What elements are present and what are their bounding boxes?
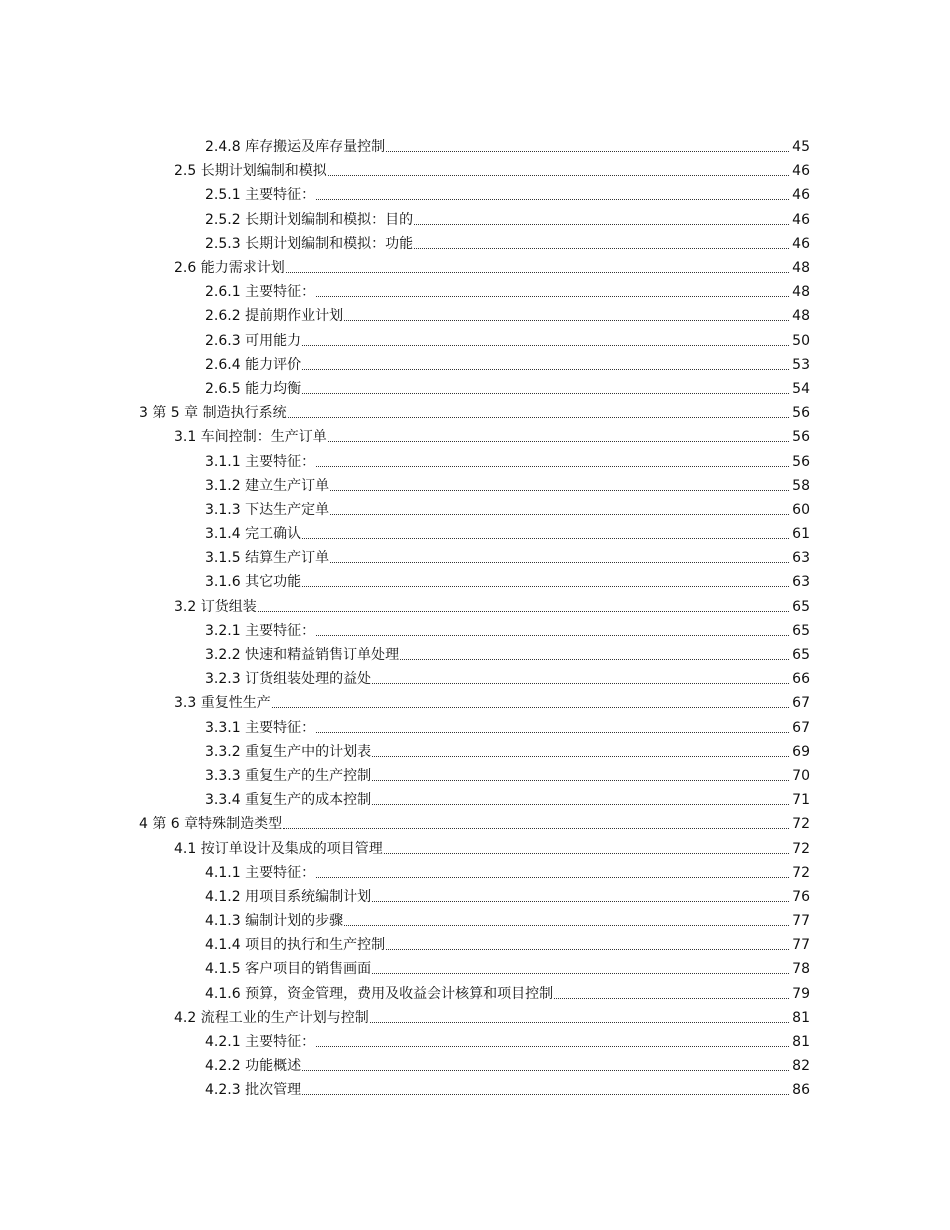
toc-entry[interactable]	[0, 498, 950, 522]
toc-page-number: 61	[792, 526, 810, 543]
toc-entry-title: 4.1 按订单设计及集成的项目管理	[174, 840, 383, 857]
toc-page-number: 56	[792, 429, 810, 446]
toc-entry[interactable]	[0, 329, 950, 353]
toc-dot-leader	[316, 296, 789, 297]
toc-entry-title: 2.6 能力需求计划	[174, 260, 285, 277]
toc-entry[interactable]	[0, 643, 950, 667]
toc-entry-title: 2.5.2 长期计划编制和模拟：目的	[205, 211, 414, 228]
toc-dot-leader	[302, 345, 789, 346]
toc-entry[interactable]	[0, 1078, 950, 1102]
toc-entry-title: 2.6.4 能力评价	[205, 356, 302, 373]
toc-dot-leader	[372, 683, 789, 684]
toc-page-number: 65	[792, 598, 810, 615]
toc-dot-leader	[258, 611, 789, 612]
toc-entry[interactable]	[0, 909, 950, 933]
toc-page-number: 69	[792, 743, 810, 760]
toc-entry-title: 2.5.1 主要特征：	[205, 187, 316, 204]
toc-page-number: 60	[792, 501, 810, 518]
toc-dot-leader	[302, 393, 789, 394]
toc-entry-title: 4.2.3 批次管理	[205, 1082, 302, 1099]
toc-page-number: 58	[792, 477, 810, 494]
toc-entry-title: 3.2.3 订货组装处理的益处	[205, 671, 372, 688]
toc-dot-leader	[386, 151, 789, 152]
toc-entry-title: 4 第 6 章特殊制造类型	[139, 816, 283, 833]
toc-page-number: 81	[792, 1034, 810, 1051]
toc-page-number: 46	[792, 235, 810, 252]
toc-dot-leader	[302, 1094, 789, 1095]
toc-dot-leader	[330, 490, 789, 491]
toc-dot-leader	[302, 1070, 789, 1071]
toc-page-number: 46	[792, 163, 810, 180]
toc-page-number: 63	[792, 550, 810, 567]
toc-entry-title: 2.6.3 可用能力	[205, 332, 302, 349]
toc-entry-title: 4.1.3 编制计划的步骤	[205, 913, 344, 930]
toc-page-number: 86	[792, 1082, 810, 1099]
toc-page-number: 56	[792, 453, 810, 470]
toc-entry[interactable]	[0, 474, 950, 498]
toc-dot-leader	[372, 780, 789, 781]
toc-dot-leader	[328, 441, 789, 442]
toc-dot-leader	[370, 1022, 789, 1023]
toc-entry[interactable]	[0, 595, 950, 619]
toc-entry[interactable]	[0, 982, 950, 1006]
toc-entry-title: 3.3.3 重复生产的生产控制	[205, 767, 372, 784]
toc-entry[interactable]	[0, 522, 950, 546]
toc-entry[interactable]	[0, 425, 950, 449]
toc-dot-leader	[286, 272, 789, 273]
toc-dot-leader	[372, 804, 789, 805]
toc-dot-leader	[302, 538, 789, 539]
toc-page-number: 48	[792, 284, 810, 301]
toc-entry-title: 3.1.4 完工确认	[205, 526, 302, 543]
toc-entry[interactable]	[0, 135, 950, 159]
toc-entry[interactable]	[0, 353, 950, 377]
toc-dot-leader	[384, 853, 789, 854]
toc-entry[interactable]	[0, 812, 950, 836]
toc-entry-title: 3.2 订货组装	[174, 598, 257, 615]
toc-entry-title: 3.1.5 结算生产订单	[205, 550, 330, 567]
toc-entry-title: 4.2.2 功能概述	[205, 1058, 302, 1075]
toc-entry-title: 3.3.4 重复生产的成本控制	[205, 792, 372, 809]
toc-page-number: 46	[792, 211, 810, 228]
toc-entry-title: 3.1.2 建立生产订单	[205, 477, 330, 494]
toc-entry[interactable]	[0, 836, 950, 860]
toc-entry-title: 3.2.2 快速和精益销售订单处理	[205, 647, 400, 664]
toc-entry-title: 3.2.1 主要特征：	[205, 622, 316, 639]
toc-page-number: 50	[792, 332, 810, 349]
toc-dot-leader	[400, 659, 789, 660]
toc-dot-leader	[328, 175, 789, 176]
table-of-contents	[0, 135, 950, 1103]
toc-dot-leader	[344, 320, 789, 321]
toc-page-number: 56	[792, 405, 810, 422]
toc-page-number: 76	[792, 888, 810, 905]
toc-dot-leader	[272, 707, 789, 708]
toc-dot-leader	[302, 586, 789, 587]
toc-dot-leader	[344, 925, 789, 926]
toc-dot-leader	[316, 199, 789, 200]
toc-dot-leader	[372, 756, 789, 757]
toc-page-number: 71	[792, 792, 810, 809]
toc-page-number: 67	[792, 719, 810, 736]
toc-entry-title: 3.1.1 主要特征：	[205, 453, 316, 470]
toc-page-number: 82	[792, 1058, 810, 1075]
toc-entry[interactable]	[0, 1006, 950, 1030]
toc-entry[interactable]	[0, 401, 950, 425]
toc-page-number: 48	[792, 308, 810, 325]
toc-entry[interactable]	[0, 764, 950, 788]
toc-page-number: 45	[792, 139, 810, 156]
toc-page-number: 77	[792, 937, 810, 954]
toc-page-number: 79	[792, 985, 810, 1002]
toc-entry-title: 4.1.1 主要特征：	[205, 864, 316, 881]
toc-entry-title: 4.1.6 预算，资金管理，费用及收益会计核算和项目控制	[205, 985, 554, 1002]
toc-entry[interactable]	[0, 159, 950, 183]
toc-entry[interactable]	[0, 740, 950, 764]
toc-dot-leader	[330, 562, 789, 563]
toc-dot-leader	[330, 514, 789, 515]
toc-page-number: 66	[792, 671, 810, 688]
toc-entry-title: 2.6.5 能力均衡	[205, 380, 302, 397]
toc-entry[interactable]	[0, 449, 950, 473]
toc-dot-leader	[302, 369, 789, 370]
toc-dot-leader	[414, 248, 789, 249]
toc-page-number: 63	[792, 574, 810, 591]
toc-entry-title: 3.3.1 主要特征：	[205, 719, 316, 736]
toc-entry[interactable]	[0, 1054, 950, 1078]
toc-entry[interactable]	[0, 933, 950, 957]
toc-dot-leader	[283, 828, 789, 829]
toc-entry-title: 2.5.3 长期计划编制和模拟：功能	[205, 235, 414, 252]
toc-entry[interactable]	[0, 667, 950, 691]
toc-entry[interactable]	[0, 885, 950, 909]
toc-page-number: 53	[792, 356, 810, 373]
toc-entry-title: 4.2.1 主要特征：	[205, 1034, 316, 1051]
toc-page-number: 70	[792, 767, 810, 784]
toc-entry[interactable]	[0, 377, 950, 401]
toc-page-number: 78	[792, 961, 810, 978]
toc-page-number: 65	[792, 622, 810, 639]
toc-dot-leader	[554, 998, 789, 999]
toc-entry[interactable]	[0, 691, 950, 715]
toc-dot-leader	[372, 901, 789, 902]
toc-entry[interactable]	[0, 716, 950, 740]
toc-dot-leader	[316, 1046, 789, 1047]
toc-entry[interactable]	[0, 1030, 950, 1054]
toc-page-number: 72	[792, 840, 810, 857]
toc-entry-title: 3.3 重复性生产	[174, 695, 271, 712]
toc-dot-leader	[386, 949, 789, 950]
toc-entry-title: 3.1.6 其它功能	[205, 574, 302, 591]
toc-entry[interactable]	[0, 957, 950, 981]
toc-page-number: 65	[792, 647, 810, 664]
toc-entry-title: 2.5 长期计划编制和模拟	[174, 163, 327, 180]
toc-entry[interactable]	[0, 619, 950, 643]
toc-entry[interactable]	[0, 546, 950, 570]
toc-page-number: 48	[792, 260, 810, 277]
toc-entry-title: 2.4.8 库存搬运及库存量控制	[205, 139, 386, 156]
toc-entry-title: 3.1 车间控制：生产订单	[174, 429, 327, 446]
toc-entry[interactable]	[0, 232, 950, 256]
toc-dot-leader	[372, 973, 789, 974]
toc-entry[interactable]	[0, 861, 950, 885]
toc-entry[interactable]	[0, 183, 950, 207]
toc-dot-leader	[316, 466, 789, 467]
toc-page-number: 54	[792, 380, 810, 397]
toc-page-number: 72	[792, 864, 810, 881]
toc-entry-title: 3.1.3 下达生产定单	[205, 501, 330, 518]
toc-entry-title: 4.1.2 用项目系统编制计划	[205, 888, 372, 905]
toc-entry-title: 2.6.2 提前期作业计划	[205, 308, 344, 325]
toc-entry-title: 2.6.1 主要特征：	[205, 284, 316, 301]
toc-dot-leader	[316, 635, 789, 636]
toc-entry[interactable]	[0, 256, 950, 280]
toc-page-number: 72	[792, 816, 810, 833]
toc-entry-title: 3.3.2 重复生产中的计划表	[205, 743, 372, 760]
toc-entry[interactable]	[0, 788, 950, 812]
toc-page-number: 81	[792, 1009, 810, 1026]
toc-entry-title: 4.1.4 项目的执行和生产控制	[205, 937, 386, 954]
toc-entry[interactable]	[0, 208, 950, 232]
toc-entry-title: 3 第 5 章 制造执行系统	[139, 405, 287, 422]
toc-entry-title: 4.1.5 客户项目的销售画面	[205, 961, 372, 978]
toc-entry[interactable]	[0, 570, 950, 594]
toc-dot-leader	[288, 417, 789, 418]
toc-dot-leader	[414, 224, 789, 225]
toc-dot-leader	[316, 732, 789, 733]
toc-entry-title: 4.2 流程工业的生产计划与控制	[174, 1009, 369, 1026]
toc-page-number: 46	[792, 187, 810, 204]
toc-entry[interactable]	[0, 304, 950, 328]
toc-page-number: 67	[792, 695, 810, 712]
toc-entry[interactable]	[0, 280, 950, 304]
toc-page-number: 77	[792, 913, 810, 930]
toc-dot-leader	[316, 877, 789, 878]
